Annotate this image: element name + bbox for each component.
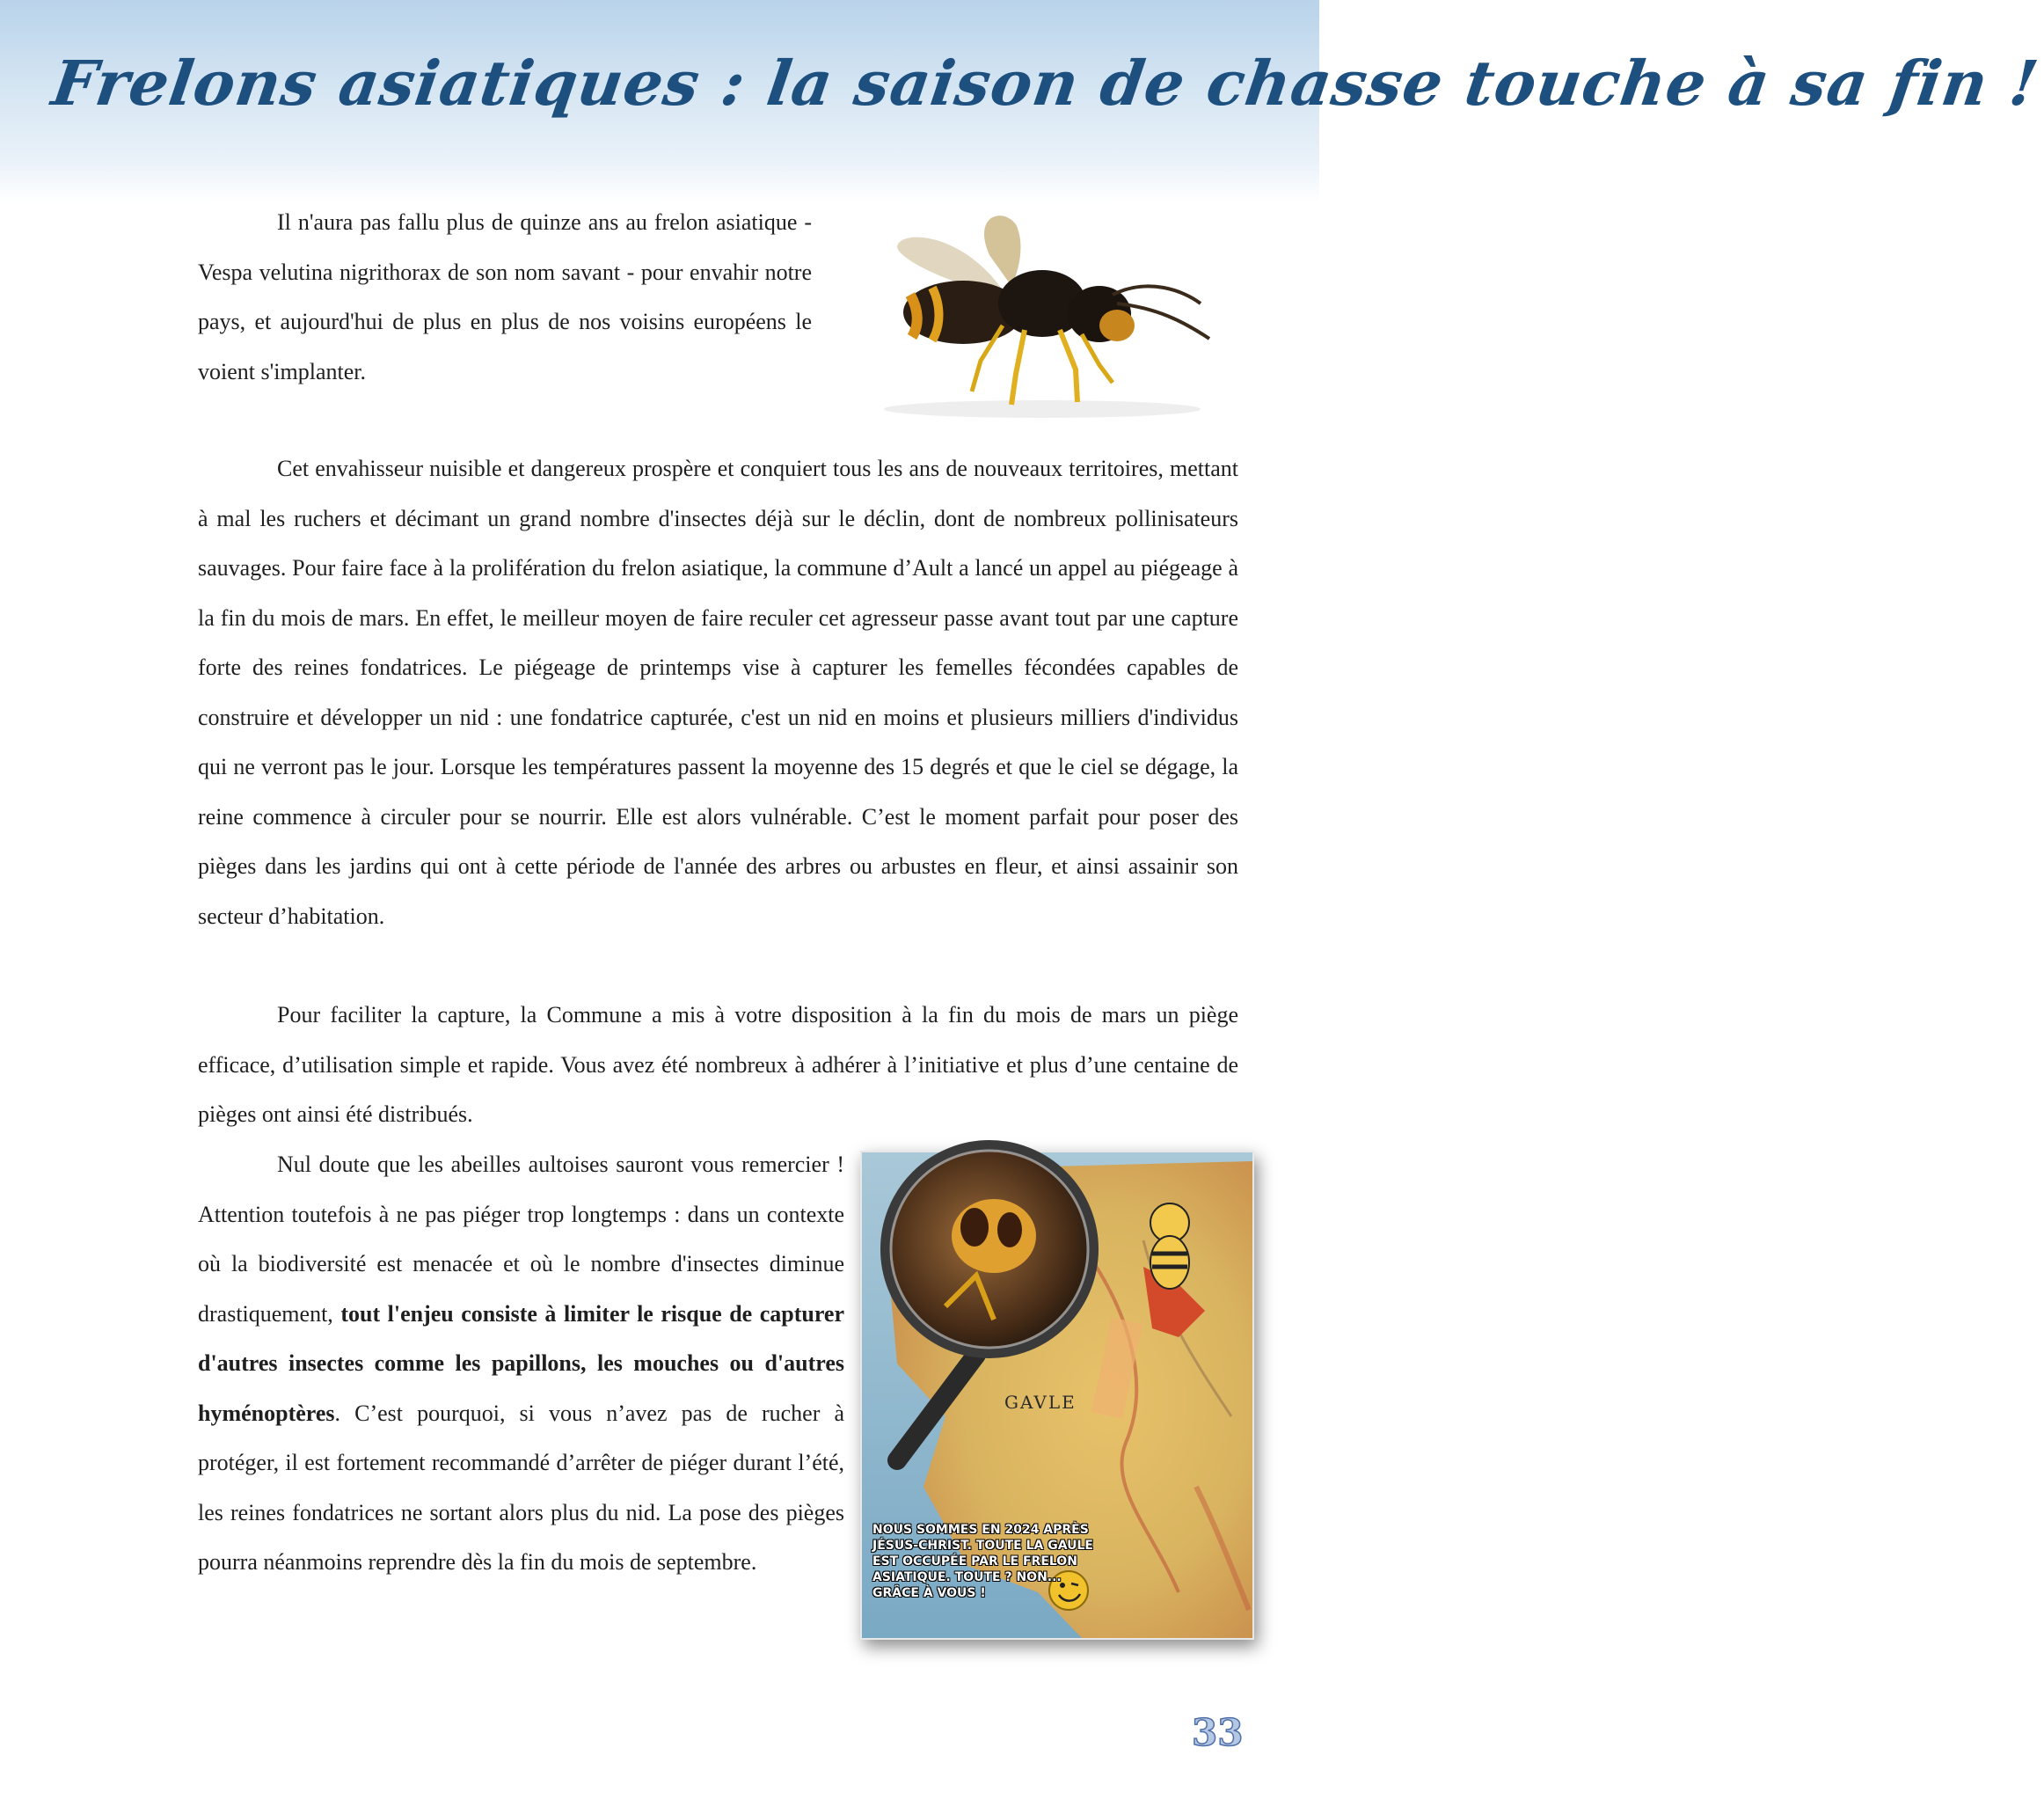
recommendation-emphasis: tout l'enjeu consiste à limiter le risque de capturer d'autres insectes comme les papillons, les mouches ou d'autres hyménoptères xyxy=(198,1300,845,1426)
paragraph-invasion: Cet envahisseur nuisible et dangereux prospère et conquiert tous les ans de nouveaux territoires, mettant à mal les ruchers et décimant un grand nombre d'insectes déjà sur le déclin, dont de nombreux pollinisateurs sauvages. Pour faire face à la prolifération du frelon asiatique, la commune d’Ault a lancé un appel au piégeage à la fin du mois de mars. En effet, le meilleur moyen de faire reculer cet agresseur passe avant tout par une capture forte des reines fondatrices. Le piégeage de printemps vise à capturer les femelles fécondées capables de construire et développer un nid : une fondatrice capturée, c'est un nid en moins et plusieurs milliers d'individus qui ne verront pas le jour. Lorsque les températures passent la moyenne des 15 degrés et que le ciel se dégage, la reine commence à circuler pour se nourrir. Elle est alors vulnérable. C’est le moment parfait pour poser des pièges dans les jardins qui ont à cette période de l'année des arbres ou arbustes en fleur, et ainsi assainir son secteur d’habitation. xyxy=(198,456,1238,929)
recommendation-text-start: Nul doute que les abeilles aultoises sauront vous remercier ! Attention toutefois à ne pas piéger trop longtemps : dans un contexte où la biodiversité est menacée et où le nombre d'insectes diminue drastiquement, xyxy=(198,1152,844,1327)
map-label: GAVLE xyxy=(1004,1392,1077,1413)
paragraph-trap-distribution: Pour faciliter la capture, la Commune a mis à votre disposition à la fin du mois de mars un piège efficace, d’utilisation simple et rapide. Vous avez été nombreux à adhérer à l’initiative et plus d’une centaine de pièges ont ainsi été distribués. xyxy=(198,1002,1238,1127)
hornet-photo xyxy=(849,207,1236,422)
cartoon-caption: NOUS SOMMES EN 2024 APRÈS JÉSUS-CHRIST. TOUTE LA GAULE EST OCCUPÉE PAR LE FRELON ASIATIQUE. TOUTE ? NON... GRÂCE À VOUS ! xyxy=(872,1523,1093,1600)
page-title: Frelons asiatiques : la saison de chasse touche à sa fin ! xyxy=(47,47,2044,120)
paragraph-recommendation xyxy=(198,1140,844,1588)
page-number: 33 xyxy=(1192,1711,1244,1754)
cartoon-illustration xyxy=(860,1151,1254,1640)
recommendation-text-end: . C’est pourquoi, si vous n’avez pas de rucher à protéger, il est fortement recommandé d’arrêter de piéger durant l’été, les reines fondatrices ne sortant alors plus du nid. La pose des pièges pourra néanmoins reprendre dès la fin du mois de septembre. xyxy=(198,1400,844,1575)
paragraph-intro: Il n'aura pas fallu plus de quinze ans au frelon asiatique - Vespa velutina nigrithorax de son nom savant - pour envahir notre pays, et aujourd'hui de plus en plus de nos voisins européens le voient s'implanter. xyxy=(198,209,812,384)
